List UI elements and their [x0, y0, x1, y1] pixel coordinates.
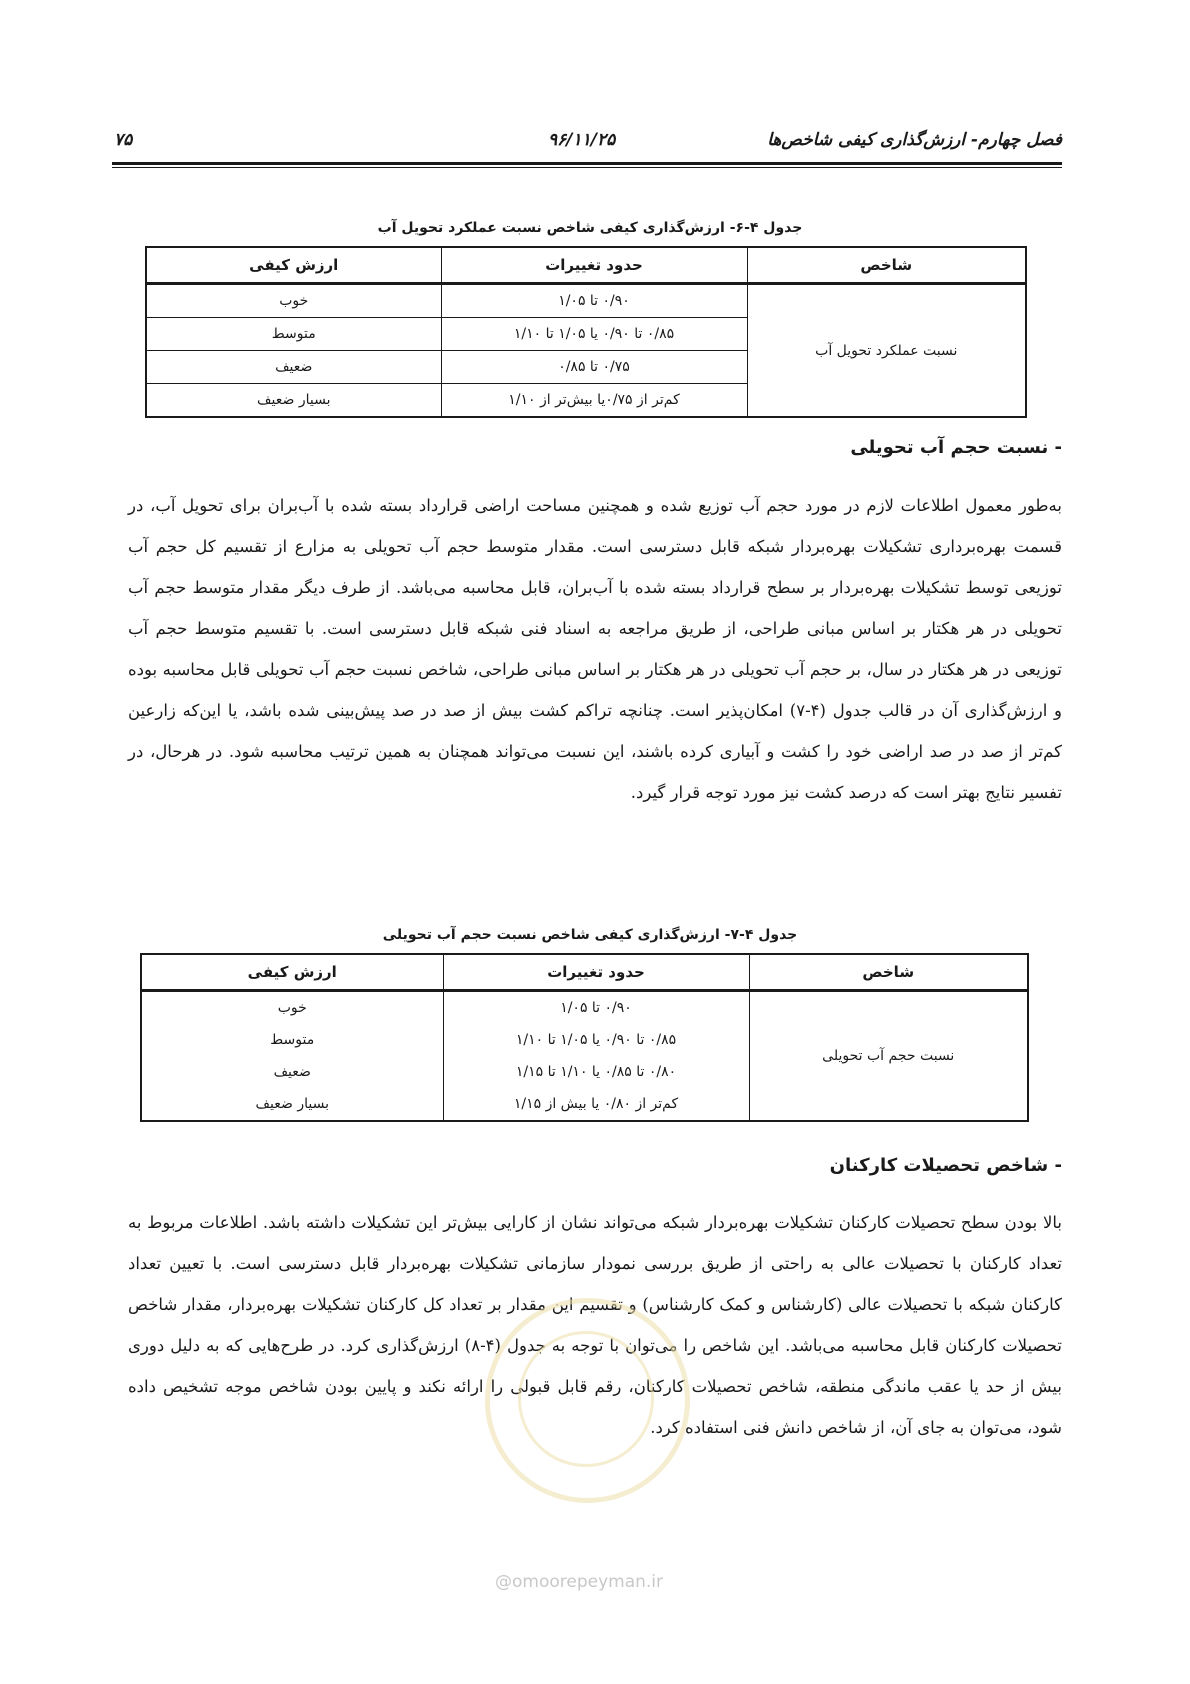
- header-rule: [112, 162, 1062, 165]
- table2-index-name: نسبت حجم آب تحویلی: [749, 991, 1028, 1122]
- table-cell-range: ۰/۹۰ تا ۱/۰۵: [443, 991, 749, 1025]
- table-row: [146, 284, 1026, 318]
- watermark-seal: [485, 1298, 690, 1503]
- table1-header-index: شاخص: [747, 247, 1026, 284]
- table-cell-value: خوب: [141, 991, 443, 1025]
- table1-header-row: [146, 247, 1026, 284]
- table-cell-range: ۰/۷۵ تا ۰/۸۵: [441, 351, 747, 384]
- section1-paragraph: به‌طور معمول اطلاعات لازم در مورد حجم آب توزیع شده و همچنین مساحت اراضی قرارداد بسته شده با آب‌بران برای تحویل آب، در قسمت بهره‌برداری تشکیلات بهره‌بردار شبکه قابل دسترسی است. مقدار متوسط حجم آب تحویلی به مزارع از تقسیم کل حجم آب توزیعی توسط تشکیلات بهره‌بردار بر سطح قرارداد بسته شده با آب‌بران، قابل محاسبه می‌باشد. از طرف دیگر مقدار متوسط حجم آب تحویلی در هر هکتار بر اساس مبانی طراحی، از طریق مراجعه به اسناد فنی شبکه قابل دسترسی است. با تقسیم متوسط حجم آب توزیعی در هر هکتار در سال، بر حجم آب تحویلی در هر هکتار بر اساس مبانی طراحی، شاخص نسبت حجم آب تحویلی قابل محاسبه بوده و ارزش‌گذاری آن در قالب جدول (۴-۷) امکان‌پذیر است. چنانچه تراکم کشت بیش از صد در صد پیش‌بینی شده باشد، یا این‌که زارعین کم‌تر از صد در صد اراضی خود را کشت و آبیاری کرده باشند، این نسبت می‌تواند همچنان به همین ترتیب محاسبه شود. در هرحال، در تفسیر نتایج بهتر است که درصد کشت نیز مورد توجه قرار گیرد.: [128, 496, 1062, 802]
- table2-header-range: حدود تغییرات: [443, 954, 749, 991]
- table-cell-range: ۰/۸۵ تا ۰/۹۰ یا ۱/۰۵ تا ۱/۱۰: [443, 1024, 749, 1056]
- table-cell-value: متوسط: [141, 1024, 443, 1056]
- table-cell-range: کم‌تر از ۰/۸۰ یا بیش از ۱/۱۵: [443, 1088, 749, 1121]
- table-cell-value: بسیار ضعیف: [146, 384, 441, 418]
- table-cell-value: ضعیف: [141, 1056, 443, 1088]
- table2-header-row: [141, 954, 1028, 991]
- table2: [140, 953, 1029, 1122]
- page-number: ۷۵: [114, 130, 133, 150]
- section2-heading: - شاخص تحصیلات کارکنان: [829, 1155, 1062, 1176]
- table1-index-name: نسبت عملکرد تحویل آب: [747, 284, 1026, 418]
- table-row: [141, 991, 1028, 1025]
- table-cell-value: ضعیف: [146, 351, 441, 384]
- section2-paragraph: بالا بودن سطح تحصیلات کارکنان تشکیلات بهره‌بردار شبکه می‌تواند نشان از کارایی بیش‌تر این تشکیلات داشته باشد. اطلاعات مربوط به تعداد کارکنان با تحصیلات عالی به راحتی از طریق بررسی نمودار سازمانی تشکیلات بهره‌بردار قابل دسترسی است. با تعیین تعداد کارکنان شبکه با تحصیلات عالی (کارشناس و کمک کارشناس) و تقسیم این مقدار بر تعداد کل کارکنان تشکیلات بهره‌بردار، مقدار شاخص تحصیلات کارکنان قابل محاسبه می‌باشد. این شاخص را می‌توان با توجه به جدول (۴-۸) ارزش‌گذاری کرد. در طرح‌هایی که به دلیل دوری بیش از حد یا عقب ماندگی منطقه، شاخص تحصیلات کارکنان، رقم قابل قبولی را ارائه نکند و پایین بودن شاخص موجه تشخیص داده شود، می‌توان به جای آن، از شاخص دانش فنی استفاده کرد.: [128, 1213, 1062, 1437]
- table-cell-value: خوب: [146, 284, 441, 318]
- table2-header-index: شاخص: [749, 954, 1028, 991]
- section1-heading: - نسبت حجم آب تحویلی: [850, 437, 1062, 458]
- table2-caption: جدول ۴-۷- ارزش‌گذاری کیفی شاخص نسبت حجم آب تحویلی: [382, 927, 798, 943]
- table1-caption: جدول ۴-۶- ارزش‌گذاری کیفی شاخص نسبت عملکرد تحویل آب: [377, 220, 803, 236]
- table-cell-value: متوسط: [146, 318, 441, 351]
- table1-header-value: ارزش کیفی: [146, 247, 441, 284]
- table-cell-range: ۰/۹۰ تا ۱/۰۵: [441, 284, 747, 318]
- chapter-title: فصل چهارم- ارزش‌گذاری کیفی شاخص‌ها: [767, 130, 1062, 150]
- table-cell-range: ۰/۸۵ تا ۰/۹۰ یا ۱/۰۵ تا ۱/۱۰: [441, 318, 747, 351]
- header-rule-thin: [112, 167, 1062, 168]
- table1: [145, 246, 1027, 418]
- header-date: ۹۶/۱۱/۲۵: [548, 130, 616, 150]
- table-cell-value: بسیار ضعیف: [141, 1088, 443, 1121]
- table-cell-range: کم‌تر از ۰/۷۵یا بیش‌تر از ۱/۱۰: [441, 384, 747, 418]
- table1-header-range: حدود تغییرات: [441, 247, 747, 284]
- watermark-text: @omoorepeyman.ir: [495, 1572, 664, 1592]
- table-cell-range: ۰/۸۰ تا ۰/۸۵ یا ۱/۱۰ تا ۱/۱۵: [443, 1056, 749, 1088]
- table2-header-value: ارزش کیفی: [141, 954, 443, 991]
